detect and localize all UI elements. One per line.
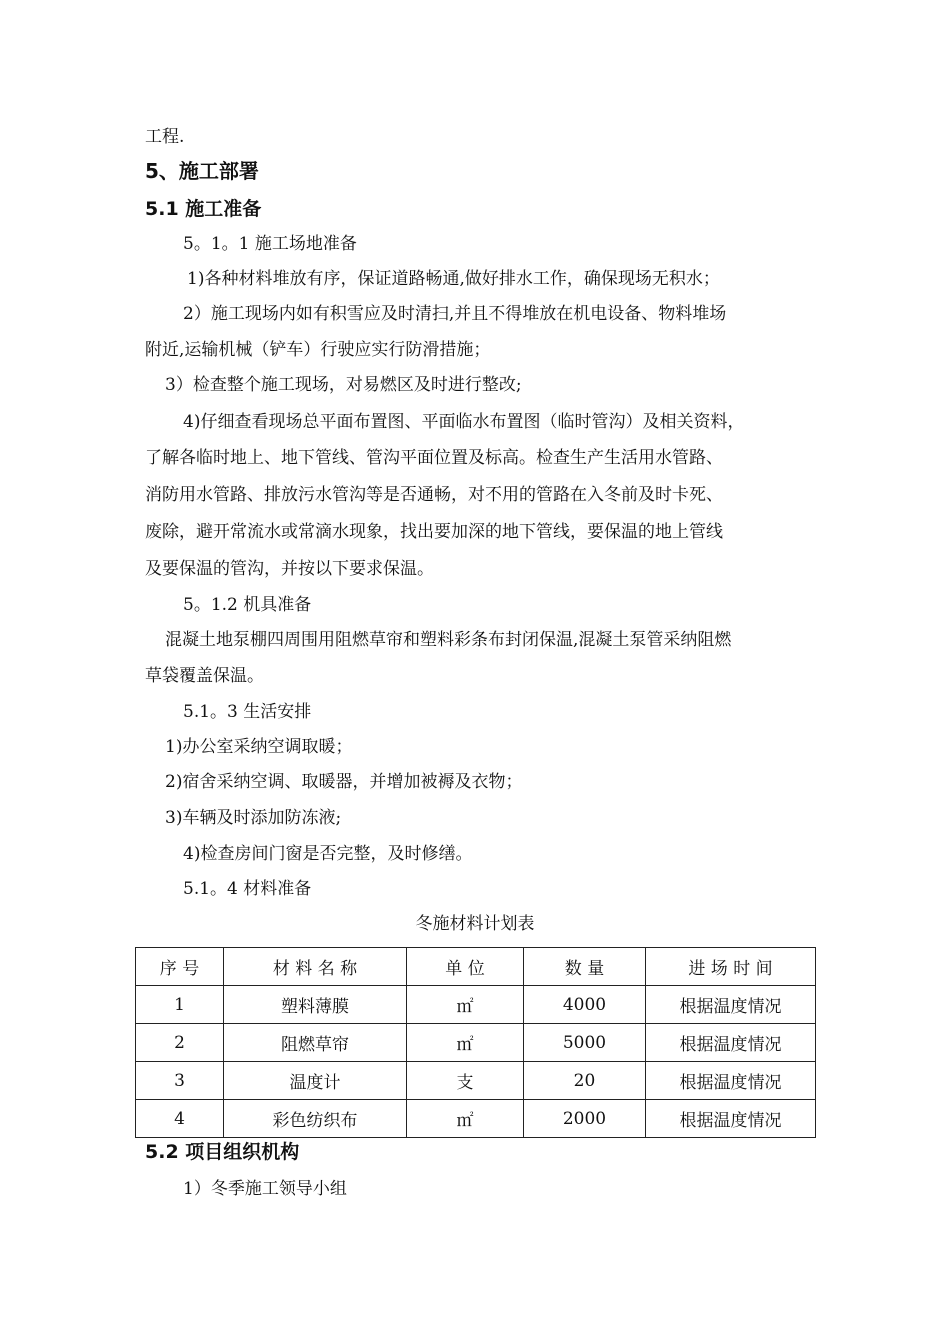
table-cell: 1 bbox=[136, 986, 224, 1024]
sub-subsection-heading: 5。1。1 施工场地准备 bbox=[183, 234, 357, 254]
sub-subsection-heading: 5。1.2 机具准备 bbox=[183, 595, 312, 615]
table-cell: 根据温度情况 bbox=[646, 1062, 816, 1100]
table-cell: ㎡ bbox=[407, 1024, 524, 1062]
paragraph-line: 及要保温的管沟，并按以下要求保温。 bbox=[145, 559, 434, 579]
column-header: 进 场 时 间 bbox=[646, 948, 816, 986]
column-header: 材 料 名 称 bbox=[224, 948, 407, 986]
paragraph-line: 混凝土地泵棚四周围用阻燃草帘和塑料彩条布封闭保温,混凝土泵管采纳阻燃 bbox=[165, 630, 732, 650]
table-cell: 20 bbox=[524, 1062, 646, 1100]
section-heading: 5、施工部署 bbox=[145, 159, 259, 183]
table-cell: 3 bbox=[136, 1062, 224, 1100]
table-cell: 支 bbox=[407, 1062, 524, 1100]
table-cell: 5000 bbox=[524, 1024, 646, 1062]
column-header: 序 号 bbox=[136, 948, 224, 986]
table-cell: 温度计 bbox=[224, 1062, 407, 1100]
paragraph-line: 消防用水管路、排放污水管沟等是否通畅，对不用的管路在入冬前及时卡死、 bbox=[145, 485, 723, 505]
paragraph-line: 3）检查整个施工现场，对易燃区及时进行整改; bbox=[165, 375, 522, 395]
table-row bbox=[136, 986, 816, 1024]
paragraph-line: 3)车辆及时添加防冻液; bbox=[165, 808, 342, 828]
paragraph-line: 1）冬季施工领导小组 bbox=[183, 1179, 347, 1199]
paragraph-line: 1)办公室采纳空调取暖； bbox=[165, 737, 353, 757]
paragraph-line: 4)检查房间门窗是否完整，及时修缮。 bbox=[183, 844, 473, 864]
table-cell: ㎡ bbox=[407, 986, 524, 1024]
table-row bbox=[136, 1062, 816, 1100]
table-cell: 2000 bbox=[524, 1100, 646, 1138]
table-caption: 冬施材料计划表 bbox=[415, 914, 535, 934]
paragraph-line: 4)仔细查看现场总平面布置图、平面临水布置图（临时管沟）及相关资料， bbox=[183, 412, 745, 432]
table-cell: 根据温度情况 bbox=[646, 1024, 816, 1062]
table-cell: 彩色纺织布 bbox=[224, 1100, 407, 1138]
material-plan-table bbox=[135, 947, 816, 1138]
table-cell: 阻燃草帘 bbox=[224, 1024, 407, 1062]
table-row bbox=[136, 1100, 816, 1138]
sub-subsection-heading: 5.1。4 材料准备 bbox=[183, 879, 312, 899]
table-cell: 2 bbox=[136, 1024, 224, 1062]
paragraph-line: 废除，避开常流水或常滴水现象，找出要加深的地下管线，要保温的地上管线 bbox=[145, 522, 723, 542]
table-cell: 4000 bbox=[524, 986, 646, 1024]
paragraph-line: 了解各临时地上、地下管线、管沟平面位置及标高。检查生产生活用水管路、 bbox=[145, 448, 723, 468]
paragraph-line: 2）施工现场内如有积雪应及时清扫,并且不得堆放在机电设备、物料堆场 bbox=[183, 304, 727, 324]
table-row bbox=[136, 1024, 816, 1062]
paragraph-line: 草袋覆盖保温。 bbox=[145, 666, 264, 686]
table-cell: ㎡ bbox=[407, 1100, 524, 1138]
column-header: 数 量 bbox=[524, 948, 646, 986]
table-cell: 塑料薄膜 bbox=[224, 986, 407, 1024]
table-cell: 根据温度情况 bbox=[646, 1100, 816, 1138]
table-cell: 4 bbox=[136, 1100, 224, 1138]
column-header: 单 位 bbox=[407, 948, 524, 986]
subsection-heading: 5.1 施工准备 bbox=[145, 198, 262, 220]
text-line: 工程. bbox=[145, 127, 185, 147]
paragraph-line: 2)宿舍采纳空调、取暖器，并增加被褥及衣物； bbox=[165, 772, 523, 792]
paragraph-line: 1)各种材料堆放有序，保证道路畅通,做好排水工作，确保现场无积水； bbox=[187, 269, 720, 289]
table-header-row bbox=[136, 948, 816, 986]
subsection-heading: 5.2 项目组织机构 bbox=[145, 1141, 300, 1163]
table-cell: 根据温度情况 bbox=[646, 986, 816, 1024]
paragraph-line: 附近,运输机械（铲车）行驶应实行防滑措施； bbox=[145, 340, 491, 360]
sub-subsection-heading: 5.1。3 生活安排 bbox=[183, 702, 312, 722]
